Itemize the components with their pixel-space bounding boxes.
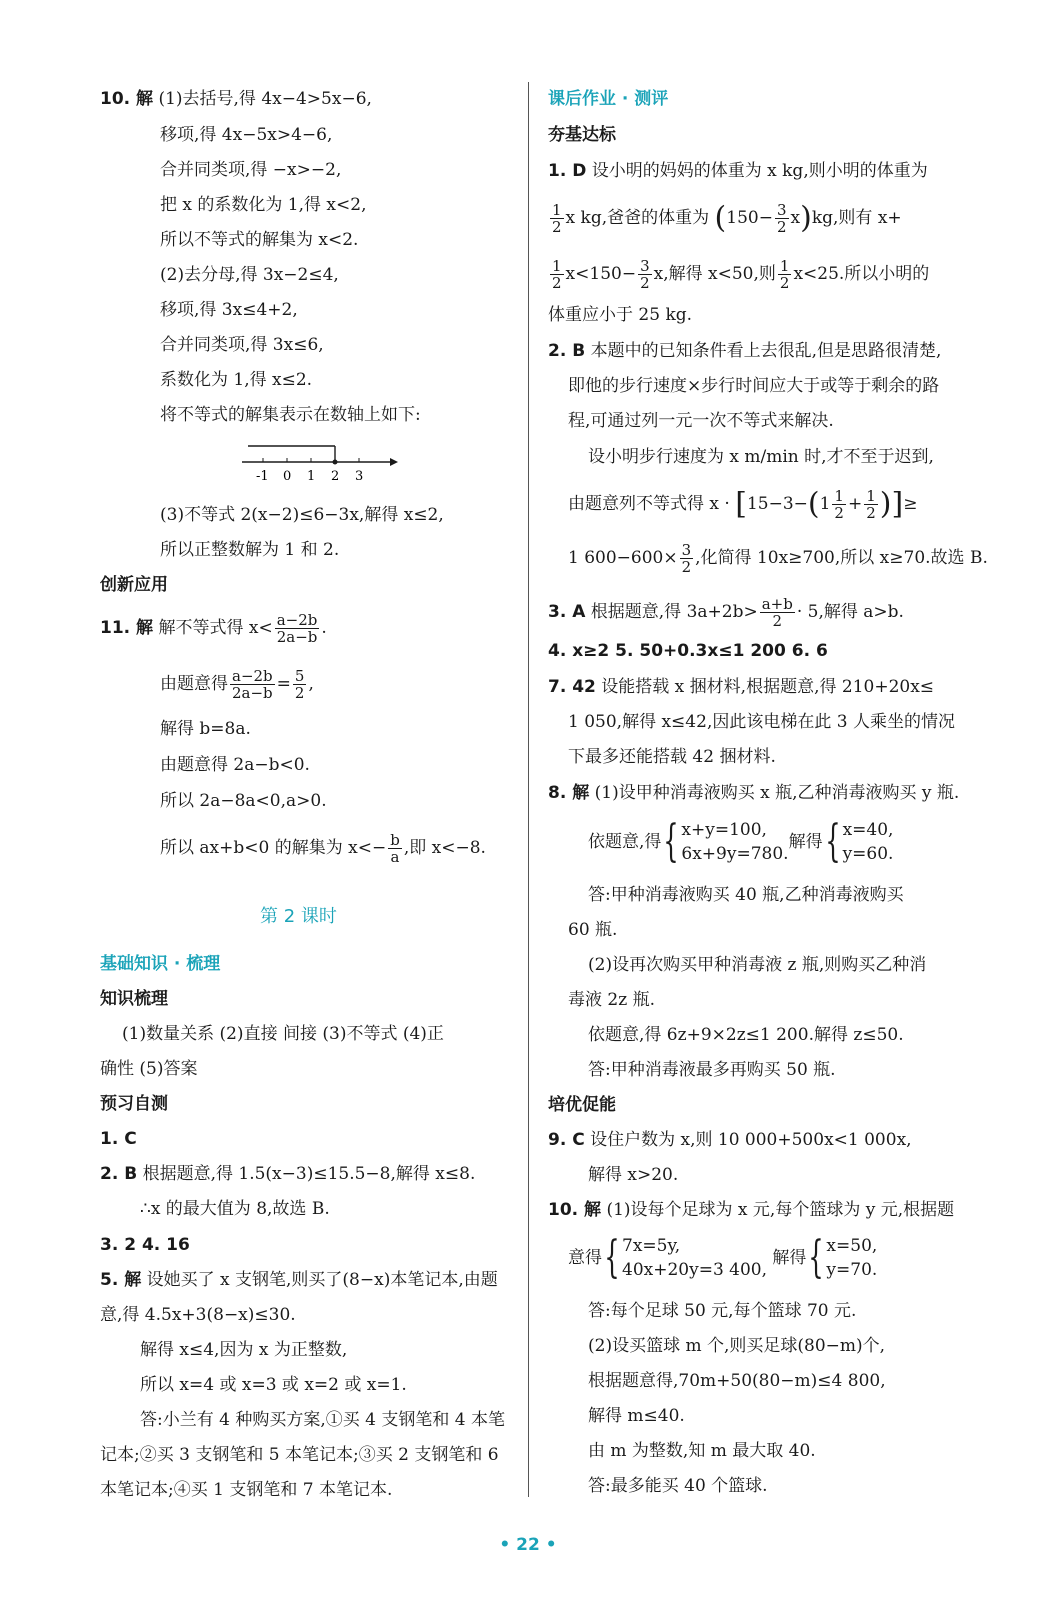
r-q8-line-6: 毒液 2z 瓶. <box>568 990 655 1010</box>
r-q8-line-5: (2)设再次购买甲种消毒液 z 瓶,则购买乙种消 <box>588 955 927 975</box>
axis-tick-label: 3 <box>355 469 364 484</box>
yuxi-q5-line-6: 记本;②买 3 支钢笔和 5 本笔记本;③买 2 支钢笔和 6 <box>100 1445 499 1465</box>
q10-line-8: 合并同类项,得 3x≤6, <box>160 335 324 355</box>
zhishi-line-2: 确性 (5)答案 <box>100 1059 198 1079</box>
r-q10-line-6: 解得 m≤40. <box>588 1406 685 1426</box>
r-q8-line-7: 依题意,得 6z+9×2z≤1 200.解得 z≤50. <box>588 1025 904 1045</box>
section-heading-jichu: 基础知识 · 梳理 <box>100 954 221 974</box>
r-q1-line-3: $\frac{1}{2}$ x<150− $\frac{3}{2}$ x,解得 x<50,则 $\frac{1}{2}$ x<25.所以小明的 <box>552 257 930 292</box>
r-q10-line-1: 10. 解 (1)设每个足球为 x 元,每个篮球为 y 元,根据题 <box>548 1200 955 1220</box>
section-heading-zhishi: 知识梳理 <box>100 989 168 1009</box>
q11-line-6: 所以 ax+b<0 的解集为 x<− $\frac{b}{a}$ ,即 x<−8. <box>160 831 486 866</box>
r-q2-line-1: 2. B 本题中的已知条件看上去很乱,但是思路很清楚, <box>548 341 942 361</box>
r-q2-line-5: 由题意列不等式得 x · [15−3−(1 $\frac{1}{2}$ + $\frac{1}{2}$ )]≥ <box>568 486 918 522</box>
q10-line-9: 系数化为 1,得 x≤2. <box>160 370 313 390</box>
r-q10-line-4: (2)设买篮球 m 个,则买足球(80−m)个, <box>588 1336 886 1356</box>
r-q7-line-1: 7. 42 设能搭载 x 捆材料,根据题意,得 210+20x≤ <box>548 677 935 697</box>
r-q10-line-3: 答:每个足球 50 元,每个篮球 70 元. <box>588 1301 857 1321</box>
r-q2-line-3: 程,可通过列一元一次不等式来解决. <box>568 411 834 431</box>
section-heading-hangji: 夯基达标 <box>548 125 616 145</box>
q10-line-11: (3)不等式 2(x−2)≤6−3x,解得 x≤2, <box>160 505 444 525</box>
yuxi-q5-line-4: 所以 x=4 或 x=3 或 x=2 或 x=1. <box>140 1375 407 1395</box>
r-q8-system: 依题意,得{ x+y=100, 6x+9y=780. 解得{ x=40, y=60. <box>588 816 894 867</box>
r-q9-line-2: 解得 x>20. <box>588 1165 679 1185</box>
zhishi-line-1: (1)数量关系 (2)直接 间接 (3)不等式 (4)正 <box>122 1024 444 1044</box>
q10-line-2: 移项,得 4x−5x>4−6, <box>160 125 333 145</box>
section-heading-chuangxin: 创新应用 <box>100 575 168 595</box>
q10-line-7: 移项,得 3x≤4+2, <box>160 300 298 320</box>
axis-tick-label: -1 <box>256 469 269 484</box>
r-q3: 3. A 根据题意,得 3a+2b> $\frac{a+b}{2}$ · 5,解得 a>b. <box>548 595 904 630</box>
q10-line-4: 把 x 的系数化为 1,得 x<2, <box>160 195 367 215</box>
r-q10-line-7: 由 m 为整数,知 m 最大取 40. <box>588 1441 816 1461</box>
yuxi-q3-q4: 3. 2 4. 16 <box>100 1235 190 1255</box>
r-q7-line-2: 1 050,解得 x≤42,因此该电梯在此 3 人乘坐的情况 <box>568 712 955 732</box>
q11-line-5: 所以 2a−8a<0,a>0. <box>160 791 327 811</box>
r-q10-line-5: 根据题意得,70m+50(80−m)≤4 800, <box>588 1371 886 1391</box>
section-heading-yuxi: 预习自测 <box>100 1094 168 1114</box>
section-heading-peiyou: 培优促能 <box>548 1095 616 1115</box>
axis-tick-label: 2 <box>331 469 340 484</box>
column-divider <box>528 82 529 1497</box>
yuxi-q5-line-1: 5. 解 设她买了 x 支钢笔,则买了(8−x)本笔记本,由题 <box>100 1270 498 1290</box>
r-q4-q6: 4. x≥2 5. 50+0.3x≤1 200 6. 6 <box>548 641 828 661</box>
section-heading-kehou: 课后作业 · 测评 <box>548 89 669 109</box>
q10-line-1: 10. 解 (1)去括号,得 4x−4>5x−6, <box>100 89 372 109</box>
r-q10-line-8: 答:最多能买 40 个篮球. <box>588 1476 768 1496</box>
q10-line-12: 所以正整数解为 1 和 2. <box>160 540 340 560</box>
q10-line-3: 合并同类项,得 −x>−2, <box>160 160 342 180</box>
axis-tick-label: 1 <box>307 469 316 484</box>
r-q2-line-2: 即他的步行速度×步行时间应大于或等于剩余的路 <box>568 376 940 396</box>
yuxi-q2-line-2: ∴x 的最大值为 8,故选 B. <box>140 1199 330 1219</box>
r-q2-line-6: 1 600−600× $\frac{3}{2}$ ,化简得 10x≥700,所以 x≥70.故选 B. <box>568 541 988 576</box>
r-q7-line-3: 下最多还能搭载 42 捆材料. <box>568 747 776 767</box>
r-q8-line-3: 答:甲种消毒液购买 40 瓶,乙种消毒液购买 <box>588 885 904 905</box>
yuxi-q5-line-5: 答:小兰有 4 种购买方案,①买 4 支钢笔和 4 本笔 <box>140 1410 506 1430</box>
r-q8-line-1: 8. 解 (1)设甲种消毒液购买 x 瓶,乙种消毒液购买 y 瓶. <box>548 783 960 803</box>
q11-line-4: 由题意得 2a−b<0. <box>160 755 310 775</box>
r-q8-line-8: 答:甲种消毒液最多再购买 50 瓶. <box>588 1060 836 1080</box>
number-line-figure <box>240 438 400 484</box>
lesson-title: 第 2 课时 <box>260 906 337 927</box>
q10-line-6: (2)去分母,得 3x−2≤4, <box>160 265 339 285</box>
r-q1-line-2: $\frac{1}{2}$ x kg,爸爸的体重为 (150− $\frac{3}{2}$ x)kg,则有 x+ <box>552 200 902 236</box>
r-q9-line-1: 9. C 设住户数为 x,则 10 000+500x<1 000x, <box>548 1130 912 1150</box>
r-q2-line-4: 设小明步行速度为 x m/min 时,才不至于迟到, <box>588 447 934 467</box>
q11-line-3: 解得 b=8a. <box>160 719 251 739</box>
q10-line-10: 将不等式的解集表示在数轴上如下: <box>160 405 421 425</box>
page-number: • 22 • <box>499 1535 557 1555</box>
q10-line-5: 所以不等式的解集为 x<2. <box>160 230 359 250</box>
yuxi-q1: 1. C <box>100 1129 137 1149</box>
q11-line-1: 11. 解 解不等式得 x< $\frac{a-2b}{2a-b}$ . <box>100 611 327 646</box>
yuxi-q5-line-2: 意,得 4.5x+3(8−x)≤30. <box>100 1305 296 1325</box>
q11-line-2: 由题意得 $\frac{a-2b}{2a-b}$ = $\frac{5}{2}$ , <box>160 667 314 702</box>
r-q1-line-1: 1. D 设小明的妈妈的体重为 x kg,则小明的体重为 <box>548 161 928 181</box>
yuxi-q5-line-7: 本笔记本;④买 1 支钢笔和 7 本笔记本. <box>100 1480 393 1500</box>
r-q1-line-4: 体重应小于 25 kg. <box>548 305 693 325</box>
r-q8-line-4: 60 瓶. <box>568 920 618 940</box>
yuxi-q2: 2. B 根据题意,得 1.5(x−3)≤15.5−8,解得 x≤8. <box>100 1164 476 1184</box>
axis-tick-label: 0 <box>283 469 292 484</box>
r-q10-system: 意得{ 7x=5y, 40x+20y=3 400, 解得{ x=50, y=70. <box>568 1232 878 1283</box>
yuxi-q5-line-3: 解得 x≤4,因为 x 为正整数, <box>140 1340 348 1360</box>
